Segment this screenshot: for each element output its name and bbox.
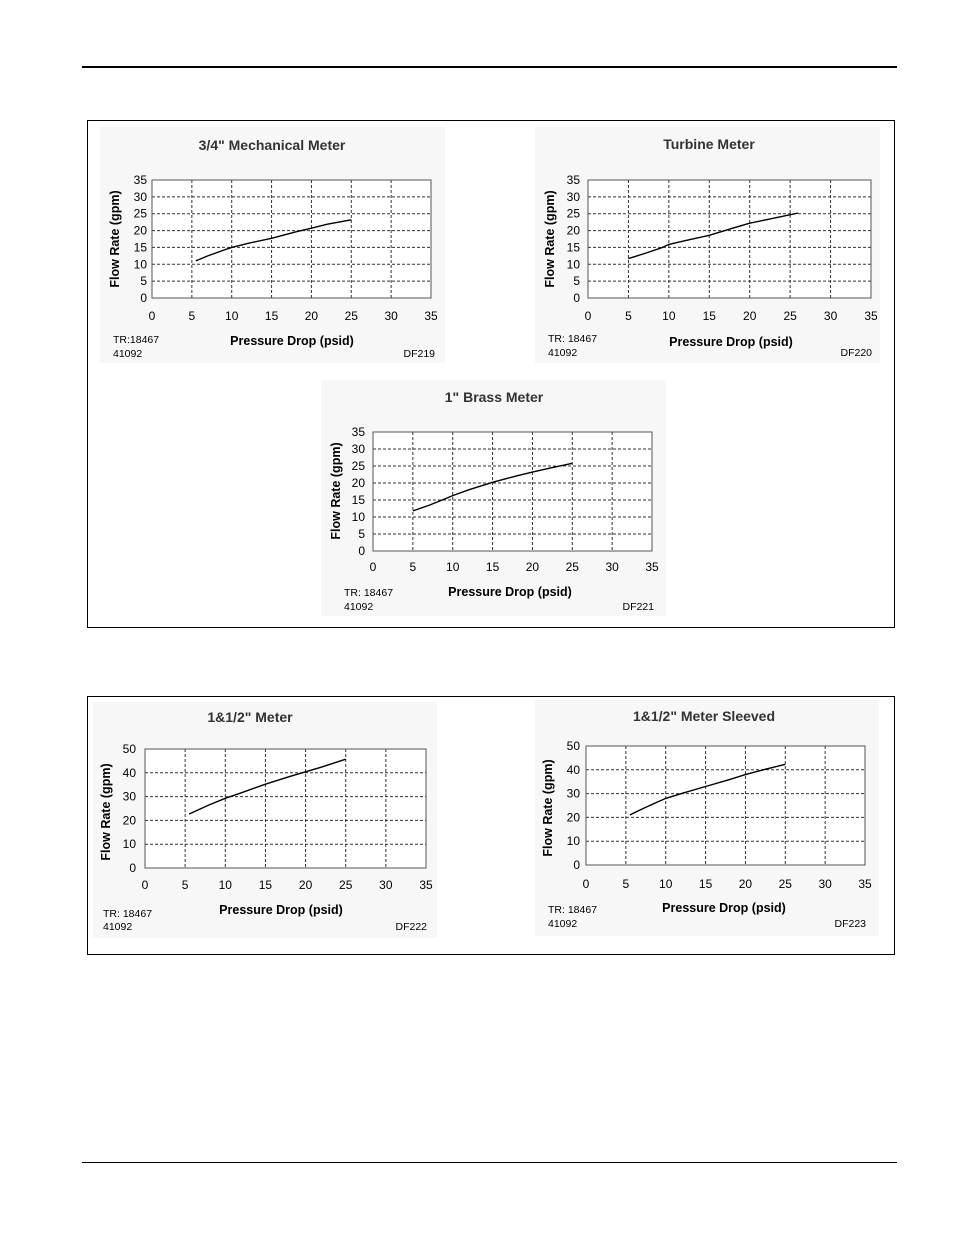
figure-code: DF219 [403, 348, 435, 360]
figure-number: 41092 [113, 348, 143, 360]
y-tick-label: 15 [133, 240, 147, 255]
x-tick-label: 35 [645, 560, 659, 574]
x-tick-label: 15 [264, 309, 279, 323]
x-tick-label: 30 [384, 309, 398, 323]
y-tick-label: 5 [358, 527, 365, 541]
y-axis-label: Flow Rate (gpm) [543, 190, 557, 288]
chart-title: 1&1/2" Meter [207, 709, 293, 725]
x-tick-label: 25 [783, 309, 797, 323]
chart-title: 3/4" Mechanical Meter [198, 137, 346, 153]
x-tick-label: 35 [424, 309, 438, 323]
x-tick-label: 0 [141, 878, 149, 892]
x-tick-label: 15 [702, 309, 716, 323]
x-tick-label: 10 [218, 878, 232, 892]
y-tick-label: 25 [133, 206, 147, 221]
y-tick-label: 10 [133, 257, 147, 272]
y-tick-label: 35 [133, 173, 147, 187]
plot-area [586, 746, 865, 865]
chart-svg [535, 700, 879, 936]
y-axis-label: Flow Rate (gpm) [329, 442, 343, 540]
y-tick-label: 20 [351, 476, 365, 490]
y-tick-label: 50 [566, 739, 580, 753]
x-tick-label: 20 [304, 309, 319, 323]
x-tick-label: 15 [258, 878, 273, 892]
x-tick-label: 35 [419, 878, 433, 892]
y-tick-label: 15 [566, 240, 580, 255]
x-tick-label: 0 [584, 309, 592, 323]
y-axis-label: Flow Rate (gpm) [99, 763, 113, 861]
chart-svg [321, 380, 666, 616]
y-tick-label: 0 [573, 858, 580, 872]
y-tick-label: 35 [566, 173, 580, 187]
y-tick-label: 5 [140, 274, 147, 289]
x-tick-label: 0 [582, 877, 590, 891]
x-tick-label: 5 [409, 560, 417, 574]
x-tick-label: 25 [339, 878, 353, 892]
y-tick-label: 30 [351, 442, 365, 456]
y-axis-label: Flow Rate (gpm) [108, 190, 122, 288]
y-tick-label: 10 [566, 834, 580, 849]
x-tick-label: 5 [188, 309, 196, 323]
x-tick-label: 30 [605, 560, 619, 574]
y-tick-label: 25 [566, 206, 580, 221]
x-tick-label: 20 [743, 309, 757, 323]
y-tick-label: 40 [122, 765, 136, 780]
figure-number: 41092 [548, 918, 578, 930]
y-tick-label: 25 [351, 459, 365, 473]
plot-area [145, 749, 426, 868]
x-tick-label: 25 [778, 877, 792, 891]
y-tick-label: 40 [566, 762, 580, 777]
figure-code: DF220 [840, 347, 872, 359]
chart-title: 1&1/2" Meter Sleeved [632, 708, 776, 724]
x-tick-label: 0 [148, 309, 156, 323]
x-axis-label: Pressure Drop (psid) [662, 901, 786, 915]
plot-area [588, 180, 871, 298]
x-tick-label: 20 [738, 877, 753, 891]
y-tick-label: 30 [122, 789, 136, 804]
chart-svg [535, 127, 880, 363]
y-tick-label: 0 [358, 544, 365, 558]
figure-number: 41092 [548, 347, 578, 359]
x-tick-label: 35 [858, 877, 872, 891]
y-tick-label: 10 [566, 257, 580, 272]
figure-number: 41092 [103, 921, 133, 933]
tr-note: TR: 18467 [344, 587, 394, 599]
footer-rule [82, 1162, 897, 1163]
x-tick-label: 0 [369, 560, 377, 574]
x-tick-label: 15 [698, 877, 713, 891]
x-tick-label: 15 [485, 560, 500, 574]
y-tick-label: 15 [351, 493, 365, 507]
chart-title: Turbine Meter [663, 136, 755, 152]
x-tick-label: 25 [344, 309, 358, 323]
x-tick-label: 5 [625, 309, 632, 323]
figure-number: 41092 [344, 601, 374, 613]
x-tick-label: 10 [446, 560, 460, 574]
chart-brass-meter [321, 380, 666, 616]
y-tick-label: 10 [351, 510, 365, 524]
x-tick-label: 35 [864, 309, 878, 323]
y-tick-label: 20 [566, 223, 580, 238]
y-tick-label: 30 [133, 189, 147, 204]
y-axis-label: Flow Rate (gpm) [541, 759, 555, 857]
x-axis-label: Pressure Drop (psid) [230, 334, 354, 348]
chart-1-5-meter [93, 702, 437, 938]
x-tick-label: 30 [823, 309, 838, 323]
figure-code: DF221 [622, 601, 654, 613]
chart-svg [100, 127, 445, 363]
figure-code: DF223 [834, 918, 866, 930]
header-rule [82, 66, 897, 68]
x-tick-label: 20 [298, 878, 313, 892]
tr-note: TR: 18467 [103, 908, 153, 920]
y-tick-label: 20 [566, 810, 580, 825]
tr-note: TR: 18467 [548, 333, 598, 345]
x-tick-label: 10 [662, 309, 676, 323]
y-tick-label: 20 [133, 223, 147, 238]
y-tick-label: 30 [566, 189, 580, 204]
plot-area [152, 180, 431, 298]
plot-area [373, 432, 652, 551]
chart-title: 1" Brass Meter [444, 389, 544, 405]
figure-code: DF222 [395, 921, 427, 933]
x-tick-label: 30 [818, 877, 832, 891]
x-tick-label: 10 [225, 309, 239, 323]
y-tick-label: 0 [140, 291, 147, 305]
x-tick-label: 5 [181, 878, 189, 892]
x-axis-label: Pressure Drop (psid) [669, 335, 793, 349]
y-tick-label: 0 [573, 291, 580, 305]
chart-turbine-meter [535, 127, 880, 363]
y-tick-label: 30 [566, 786, 580, 801]
y-tick-label: 50 [122, 742, 136, 756]
y-tick-label: 0 [129, 861, 136, 875]
x-tick-label: 25 [565, 560, 579, 574]
chart-1-5-meter-sleeved [535, 700, 879, 936]
tr-note: TR: 18467 [548, 904, 598, 916]
tr-note: TR:18467 [113, 334, 160, 346]
x-tick-label: 5 [622, 877, 630, 891]
x-axis-label: Pressure Drop (psid) [448, 585, 572, 599]
chart-svg [93, 702, 437, 938]
x-tick-label: 10 [659, 877, 673, 891]
chart-mechanical-meter [100, 127, 445, 363]
y-tick-label: 10 [122, 837, 136, 852]
y-tick-label: 5 [573, 274, 580, 289]
x-tick-label: 20 [525, 560, 540, 574]
x-axis-label: Pressure Drop (psid) [219, 903, 343, 917]
y-tick-label: 20 [122, 813, 136, 828]
x-tick-label: 30 [379, 878, 393, 892]
y-tick-label: 35 [351, 425, 365, 439]
